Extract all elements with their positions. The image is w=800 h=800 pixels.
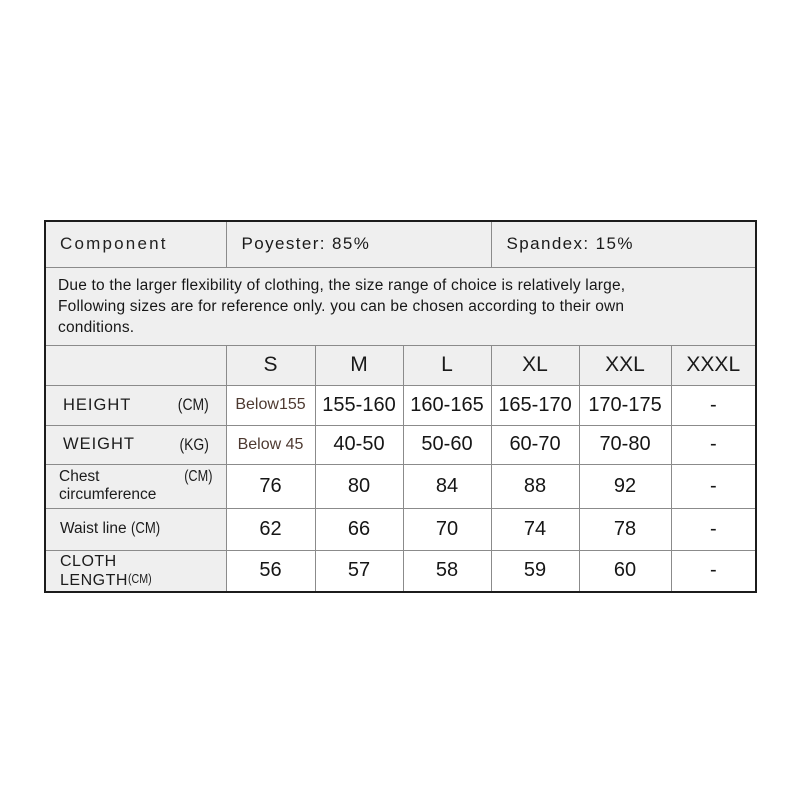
size-value-cell: 78 bbox=[579, 508, 671, 550]
size-value-cell: Below 45 bbox=[226, 425, 315, 464]
size-value-cell: - bbox=[671, 508, 756, 550]
cloth-length-row-label bbox=[45, 550, 226, 592]
waist-label-text: Waist line bbox=[60, 520, 127, 537]
height-unit-text: (CM) bbox=[177, 395, 209, 414]
chest-unit-text: (CM) bbox=[184, 468, 213, 485]
size-note-line-2: Following sizes are for reference only. you can be chosen according to their own bbox=[58, 297, 625, 315]
size-value-cell: 84 bbox=[403, 464, 491, 508]
cloth-length-row bbox=[45, 550, 756, 592]
size-col-header-m: M bbox=[315, 345, 403, 385]
chest-label-text: Chest bbox=[59, 468, 100, 485]
size-chart-table bbox=[44, 220, 757, 593]
size-value-cell: 58 bbox=[403, 550, 491, 592]
note-row bbox=[45, 267, 756, 345]
size-col-header-s: S bbox=[226, 345, 315, 385]
size-note bbox=[45, 267, 756, 345]
size-value-cell: - bbox=[671, 385, 756, 425]
size-value-cell: 66 bbox=[315, 508, 403, 550]
size-value-cell: 56 bbox=[226, 550, 315, 592]
waist-unit-text: (CM) bbox=[130, 520, 160, 537]
size-header-empty-cell bbox=[45, 345, 226, 385]
waist-row-label bbox=[45, 508, 226, 550]
chest-label-text-line2: circumference bbox=[59, 486, 157, 503]
height-row bbox=[45, 385, 756, 425]
size-value-cell: 60-70 bbox=[491, 425, 579, 464]
cloth-label-text-line1: CLOTH bbox=[60, 552, 117, 570]
chest-row bbox=[45, 464, 756, 508]
size-note-line-3: conditions. bbox=[58, 318, 135, 336]
size-value-cell: 62 bbox=[226, 508, 315, 550]
size-value-cell: 70 bbox=[403, 508, 491, 550]
size-value-cell: 57 bbox=[315, 550, 403, 592]
size-value-cell: 74 bbox=[491, 508, 579, 550]
size-value-cell: 40-50 bbox=[315, 425, 403, 464]
weight-row-label bbox=[45, 425, 226, 464]
weight-label-text: WEIGHT bbox=[63, 435, 135, 453]
size-value-cell: - bbox=[671, 464, 756, 508]
size-value-cell: 70-80 bbox=[579, 425, 671, 464]
size-value-cell: 60 bbox=[579, 550, 671, 592]
size-value-cell: - bbox=[671, 550, 756, 592]
size-col-header-xxxl: XXXL bbox=[671, 345, 756, 385]
size-value-cell: 170-175 bbox=[579, 385, 671, 425]
size-value-cell: 160-165 bbox=[403, 385, 491, 425]
cloth-label-text-line2: LENGTH bbox=[60, 571, 128, 589]
height-row-label bbox=[45, 385, 226, 425]
size-value-cell: 50-60 bbox=[403, 425, 491, 464]
size-value-cell: - bbox=[671, 425, 756, 464]
size-value-cell: Below155 bbox=[226, 385, 315, 425]
waist-row bbox=[45, 508, 756, 550]
size-value-cell: 92 bbox=[579, 464, 671, 508]
size-value-cell: 80 bbox=[315, 464, 403, 508]
size-value-cell: 76 bbox=[226, 464, 315, 508]
size-col-header-xl: XL bbox=[491, 345, 579, 385]
size-value-cell: 59 bbox=[491, 550, 579, 592]
weight-unit-text: (KG) bbox=[179, 434, 209, 454]
size-col-header-l: L bbox=[403, 345, 491, 385]
size-col-header-xxl: XXL bbox=[579, 345, 671, 385]
component-label: Component bbox=[45, 221, 226, 267]
material-spandex: Spandex: 15% bbox=[491, 221, 756, 267]
size-value-cell: 165-170 bbox=[491, 385, 579, 425]
size-value-cell: 88 bbox=[491, 464, 579, 508]
cloth-unit-text: (CM) bbox=[127, 570, 152, 586]
size-header-row bbox=[45, 345, 756, 385]
weight-row bbox=[45, 425, 756, 464]
size-note-line-1: Due to the larger flexibility of clothing, the size range of choice is relatively large, bbox=[58, 276, 626, 294]
component-row bbox=[45, 221, 756, 267]
size-value-cell: 155-160 bbox=[315, 385, 403, 425]
material-polyester: Poyester: 85% bbox=[226, 221, 491, 267]
chest-row-label bbox=[45, 464, 226, 508]
height-label-text: HEIGHT bbox=[63, 395, 132, 414]
